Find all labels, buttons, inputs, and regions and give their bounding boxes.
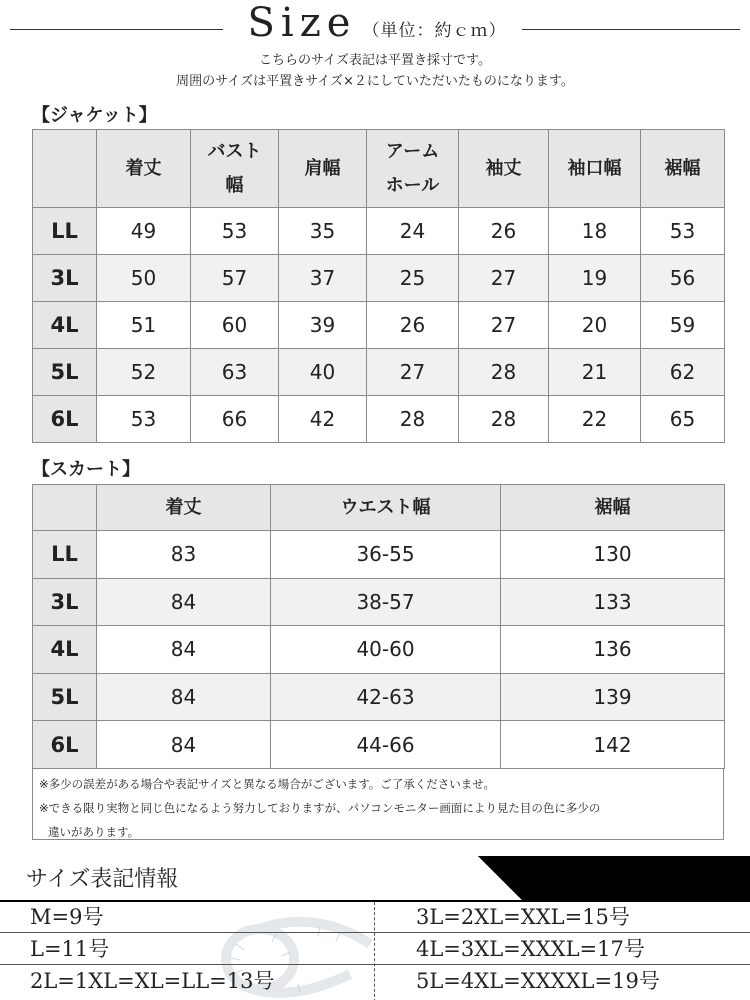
- table-cell: 133: [501, 578, 725, 626]
- table-cell: 84: [97, 578, 271, 626]
- table-cell: 60: [191, 302, 279, 349]
- table-cell: 26: [367, 302, 459, 349]
- table-row: [33, 396, 725, 443]
- table-cell: 38-57: [271, 578, 501, 626]
- table-cell: 62: [641, 349, 725, 396]
- table-cell: 59: [641, 302, 725, 349]
- row-size-label: 6L: [33, 721, 97, 769]
- header-rule-right: [522, 29, 740, 30]
- column-header-text: 着丈: [125, 157, 162, 179]
- size-info-panel: [0, 856, 750, 1000]
- column-header: 裾幅: [501, 485, 725, 531]
- table-cell: 49: [97, 208, 191, 255]
- table-row: [33, 349, 725, 396]
- column-header-text: 幅: [225, 174, 244, 196]
- table-cell: 42-63: [271, 673, 501, 721]
- table-cell: 52: [97, 349, 191, 396]
- row-size-label: 4L: [33, 302, 97, 349]
- column-header: [191, 130, 279, 208]
- column-header-text: 裾幅: [664, 157, 701, 179]
- table-corner-cell: [33, 485, 97, 531]
- column-header-text: 袖丈: [485, 157, 522, 179]
- table-cell: 84: [97, 626, 271, 674]
- column-header-text: バスト: [207, 140, 262, 162]
- size-info-row: [0, 902, 750, 933]
- disclaimer-line-3: 違いがあります。: [48, 825, 140, 839]
- table-row: [33, 578, 725, 626]
- header-note-1: こちらのサイズ表記は平置き採寸です。: [259, 53, 491, 68]
- table-cell: 37: [279, 255, 367, 302]
- table-cell: 40: [279, 349, 367, 396]
- table-cell: 24: [367, 208, 459, 255]
- table-cell: 51: [97, 302, 191, 349]
- size-info-header-band: [0, 856, 750, 900]
- table-cell: 63: [191, 349, 279, 396]
- table-cell: 28: [367, 396, 459, 443]
- size-info-left-2: L=11号: [30, 937, 110, 961]
- table-cell: 25: [367, 255, 459, 302]
- table-cell: 66: [191, 396, 279, 443]
- size-info-right-2: 4L=3XL=XXXL=17号: [416, 937, 645, 961]
- page-title: [232, 0, 522, 56]
- table-cell: 53: [97, 396, 191, 443]
- table-cell: 139: [501, 673, 725, 721]
- table-cell: 19: [549, 255, 641, 302]
- table-cell: 57: [191, 255, 279, 302]
- table-cell: 44-66: [271, 721, 501, 769]
- table-cell: 28: [459, 396, 549, 443]
- table-row: [33, 531, 725, 579]
- table-cell: 42: [279, 396, 367, 443]
- table-cell: 84: [97, 673, 271, 721]
- title-unit: （単位：約ｃｍ）: [362, 21, 507, 41]
- table-cell: 27: [459, 255, 549, 302]
- disclaimer-box: [32, 768, 724, 840]
- column-header: [459, 130, 549, 208]
- size-info-row: [0, 966, 750, 997]
- row-size-label: LL: [33, 208, 97, 255]
- table-cell: 83: [97, 531, 271, 579]
- row-size-label: 6L: [33, 396, 97, 443]
- jacket-size-table: [32, 129, 725, 443]
- column-header: 着丈: [97, 485, 271, 531]
- row-size-label: 5L: [33, 349, 97, 396]
- size-info-body: [0, 900, 750, 1000]
- table-row: [33, 208, 725, 255]
- column-header: [97, 130, 191, 208]
- column-header-text: 肩幅: [304, 157, 341, 179]
- column-header-text: 袖口幅: [567, 157, 622, 179]
- title-size: Size: [247, 0, 357, 46]
- table-cell: 22: [549, 396, 641, 443]
- table-row: [33, 626, 725, 674]
- table-cell: 35: [279, 208, 367, 255]
- column-header: [279, 130, 367, 208]
- column-header: [549, 130, 641, 208]
- size-info-right-1: 3L=2XL=XXL=15号: [416, 905, 630, 929]
- column-header-text: ホール: [385, 174, 440, 196]
- table-cell: 53: [191, 208, 279, 255]
- page-header: [0, 0, 750, 95]
- table-cell: 142: [501, 721, 725, 769]
- table-cell: 18: [549, 208, 641, 255]
- size-info-right-3: 5L=4XL=XXXXL=19号: [416, 969, 660, 993]
- table-row: [33, 721, 725, 769]
- table-row: [33, 255, 725, 302]
- table-cell: 53: [641, 208, 725, 255]
- table-cell: 21: [549, 349, 641, 396]
- table-cell: 65: [641, 396, 725, 443]
- table-row: [33, 302, 725, 349]
- table-cell: 27: [459, 302, 549, 349]
- row-size-label: 5L: [33, 673, 97, 721]
- disclaimer-line-2: ※できる限り実物と同じ色になるよう努力しておりますが、パソコンモニター画面により見た目の色に多少の: [39, 801, 601, 815]
- size-info-title: サイズ表記情報: [26, 867, 179, 892]
- header-rule-left: [10, 29, 223, 30]
- column-header: ウエスト幅: [271, 485, 501, 531]
- table-cell: 136: [501, 626, 725, 674]
- size-info-left-1: M=9号: [30, 905, 104, 929]
- table-cell: 26: [459, 208, 549, 255]
- row-size-label: 3L: [33, 255, 97, 302]
- table-cell: 20: [549, 302, 641, 349]
- table-cell: 39: [279, 302, 367, 349]
- table-corner-cell: [33, 130, 97, 208]
- table-cell: 28: [459, 349, 549, 396]
- column-header: [641, 130, 725, 208]
- skirt-size-table: [32, 484, 725, 769]
- table-cell: 84: [97, 721, 271, 769]
- column-header-text: アーム: [385, 140, 440, 162]
- size-info-left-3: 2L=1XL=XL=LL=13号: [30, 969, 275, 993]
- column-header: [367, 130, 459, 208]
- size-info-divider: [374, 902, 375, 1000]
- table-cell: 40-60: [271, 626, 501, 674]
- table-cell: 56: [641, 255, 725, 302]
- skirt-section-label: 【スカート】: [32, 459, 140, 480]
- table-cell: 50: [97, 255, 191, 302]
- row-size-label: 4L: [33, 626, 97, 674]
- size-info-row: [0, 934, 750, 965]
- table-row: [33, 673, 725, 721]
- row-size-label: LL: [33, 531, 97, 579]
- table-cell: 130: [501, 531, 725, 579]
- row-size-label: 3L: [33, 578, 97, 626]
- table-cell: 27: [367, 349, 459, 396]
- header-note-2: 周囲のサイズは平置きサイズ×２にしていただいたものになります。: [176, 74, 574, 89]
- table-cell: 36-55: [271, 531, 501, 579]
- jacket-section-label: 【ジャケット】: [32, 105, 157, 126]
- disclaimer-line-1: ※多少の誤差がある場合や表記サイズと異なる場合がございます。ご了承くださいませ。: [39, 777, 495, 791]
